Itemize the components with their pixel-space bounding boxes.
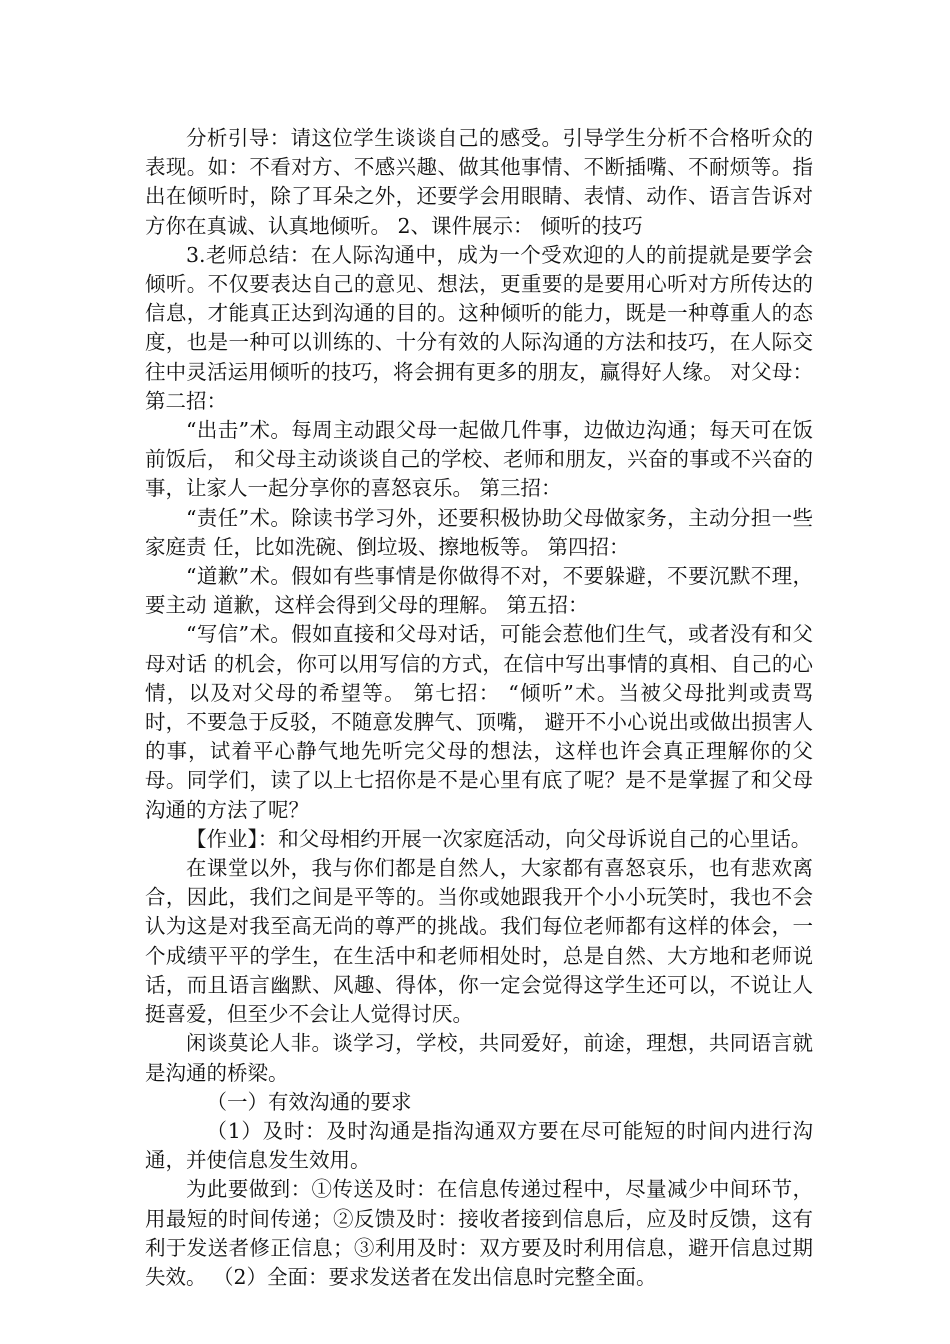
paragraph-timeliness: （1）及时：及时沟通是指沟通双方要在尽可能短的时间内进行沟通，并使信息发生效用。 — [145, 1118, 813, 1173]
document-body — [145, 124, 813, 1292]
paragraph-small-talk: 闲谈莫论人非。谈学习，学校，共同爱好，前途，理想，共同语言就是沟通的桥梁。 — [145, 1031, 813, 1085]
paragraph-strategy-responsibility: “责任”术。除读书学习外，还要积极协助父母做家务，主动分担一些家庭责 任，比如洗碗、倒垃圾、擦地板等。 第四招： — [145, 505, 813, 559]
paragraph-strategy-apology: “道歉”术。假如有些事情是你做得不对，不要躲避，不要沉默不理，要主动 道歉，这样会得到父母的理解。 第五招： — [145, 564, 813, 618]
paragraph-requirements: 为此要做到：①传送及时：在信息传递过程中，尽量减少中间环节，用最短的时间传递；②反馈及时：接收者接到信息后，应及时反馈，这有利于发送者修正信息；③利用及时：双方要及时利用信息，避开信息过期失效。 （2）全面：要求发送者在发出信息时完整全面。 — [145, 1177, 813, 1289]
section-heading-effective-communication: （一）有效沟通的要求 — [206, 1089, 412, 1114]
paragraph-strategy-letter-listening: “写信”术。假如直接和父母对话，可能会惹他们生气，或者没有和父母对话 的机会，你可以用写信的方式，在信中写出事情的真相、自己的心情，以及对父母的希望等。 第七招： “倾听”术。当被父母批判或责骂时，不要急于反驳，不随意发脾气、顶嘴， 避开不小心说出或做出损害人的事，试着平心静气地先听完父母的想法，这样也许会真正理解你的父母。同学们，读了以上七招你是不是心里有底了呢？是不是掌握了和父母沟通的方法了呢？ — [145, 622, 813, 822]
paragraph-strategy-initiative: “出击”术。每周主动跟父母一起做几件事，边做边沟通；每天可在饭前饭后， 和父母主动谈谈自己的学校、老师和朋友，兴奋的事或不兴奋的事，让家人一起分享你的喜怒哀乐。 第三招： — [145, 418, 813, 501]
paragraph-analysis-guidance: 分析引导：请这位学生谈谈自己的感受。引导学生分析不合格听众的表现。如：不看对方、不感兴趣、做其他事情、不断插嘴、不耐烦等。指出在倾听时，除了耳朵之外，还要学会用眼睛、表情、动作、语言告诉对方你在真诚、认真地倾听。 2、课件展示： 倾听的技巧 — [145, 126, 813, 238]
paragraph-teacher-summary: 3.老师总结：在人际沟通中，成为一个受欢迎的人的前提就是要学会倾听。不仅要表达自己的意见、想法，更重要的是要用心听对方所传达的信息，才能真正达到沟通的目的。这种倾听的能力，既是一种尊重人的态度，也是一种可以训练的、十分有效的人际沟通的方法和技巧，在人际交往中灵活运用倾听的技巧，将会拥有更多的朋友，赢得好人缘。 对父母： 第二招： — [145, 242, 813, 413]
paragraph-outside-class: 在课堂以外，我与你们都是自然人，大家都有喜怒哀乐，也有悲欢离合，因此，我们之间是平等的。当你或她跟我开个小小玩笑时，我也不会认为这是对我至高无尚的尊严的挑战。我们每位老师都有这样的体会，一个成绩平平的学生，在生活中和老师相处时，总是自然、大方地和老师说话，而且语言幽默、风趣、得体，你一定会觉得这学生还可以，不说让人挺喜爱，但至少不会让人觉得讨厌。 — [145, 856, 813, 1027]
paragraph-homework: 【作业】：和父母相约开展一次家庭活动，向父母诉说自己的心里话。 — [186, 826, 812, 851]
